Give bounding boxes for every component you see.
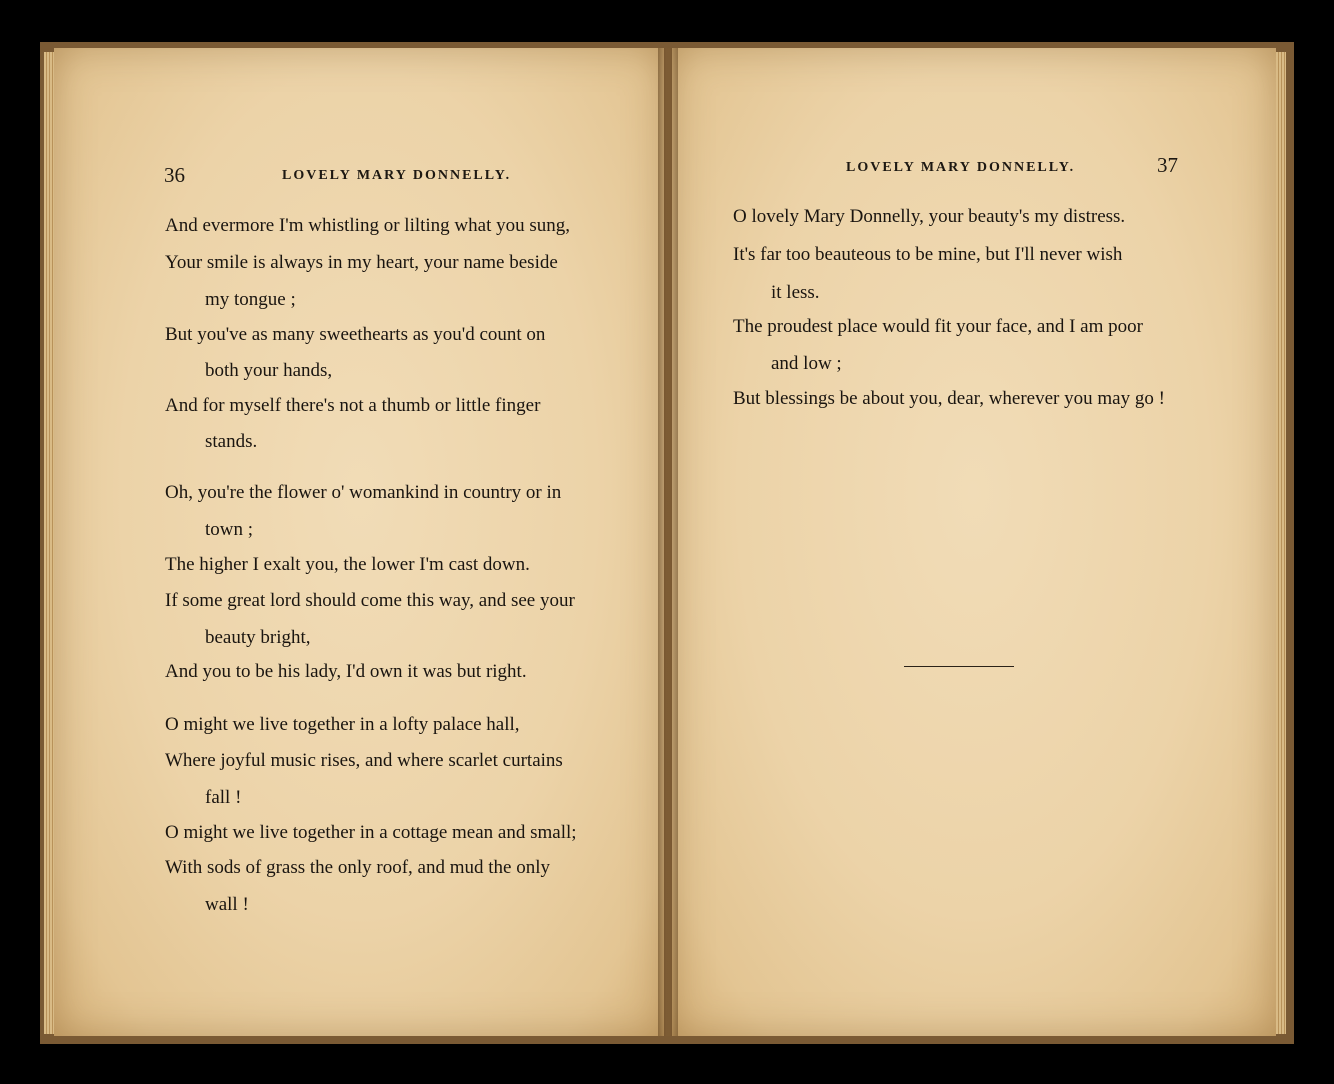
verse-line: And evermore I'm whistling or lilting what you sung,: [165, 215, 571, 236]
left-page-number: 36: [164, 163, 185, 187]
verse-line: both your hands,: [205, 360, 333, 381]
verse-line: The higher I exalt you, the lower I'm cast down.: [165, 554, 530, 575]
verse-line: and low ;: [771, 353, 842, 374]
verse-line: fall !: [205, 787, 242, 808]
verse-line: If some great lord should come this way, and see your: [165, 590, 575, 611]
verse-line: Where joyful music rises, and where scarlet curtains: [165, 750, 563, 771]
section-divider: [904, 666, 1014, 667]
verse-line: The proudest place would fit your face, and I am poor: [733, 316, 1143, 337]
right-page-number: 37: [1157, 153, 1178, 177]
right-running-head: LOVELY MARY DONNELLY.: [846, 160, 1076, 175]
verse-line: stands.: [205, 431, 258, 452]
verse-line: it less.: [771, 282, 820, 303]
left-page: [54, 48, 664, 1036]
verse-line: With sods of grass the only roof, and mud the only: [165, 857, 550, 878]
verse-line: Your smile is always in my heart, your name beside: [165, 252, 558, 273]
left-page-edges: [44, 52, 54, 1034]
right-page-edges: [1276, 52, 1286, 1034]
verse-line: Oh, you're the flower o' womankind in country or in: [165, 482, 562, 503]
verse-line: O lovely Mary Donnelly, your beauty's my distress.: [733, 206, 1126, 227]
left-running-head: LOVELY MARY DONNELLY.: [282, 168, 512, 183]
verse-line: my tongue ;: [205, 289, 296, 310]
verse-line: But blessings be about you, dear, wherever you may go !: [733, 388, 1165, 409]
book-gutter: [658, 48, 678, 1036]
verse-line: But you've as many sweethearts as you'd count on: [165, 324, 546, 345]
verse-line: town ;: [205, 519, 254, 540]
verse-line: beauty bright,: [205, 627, 311, 648]
verse-line: wall !: [205, 894, 249, 915]
verse-line: It's far too beauteous to be mine, but I'll never wish: [733, 244, 1123, 265]
verse-line: And you to be his lady, I'd own it was but right.: [165, 661, 527, 682]
verse-line: And for myself there's not a thumb or little finger: [165, 395, 541, 416]
verse-line: O might we live together in a cottage mean and small;: [165, 822, 577, 843]
right-page: [672, 48, 1276, 1036]
verse-line: O might we live together in a lofty palace hall,: [165, 714, 520, 735]
